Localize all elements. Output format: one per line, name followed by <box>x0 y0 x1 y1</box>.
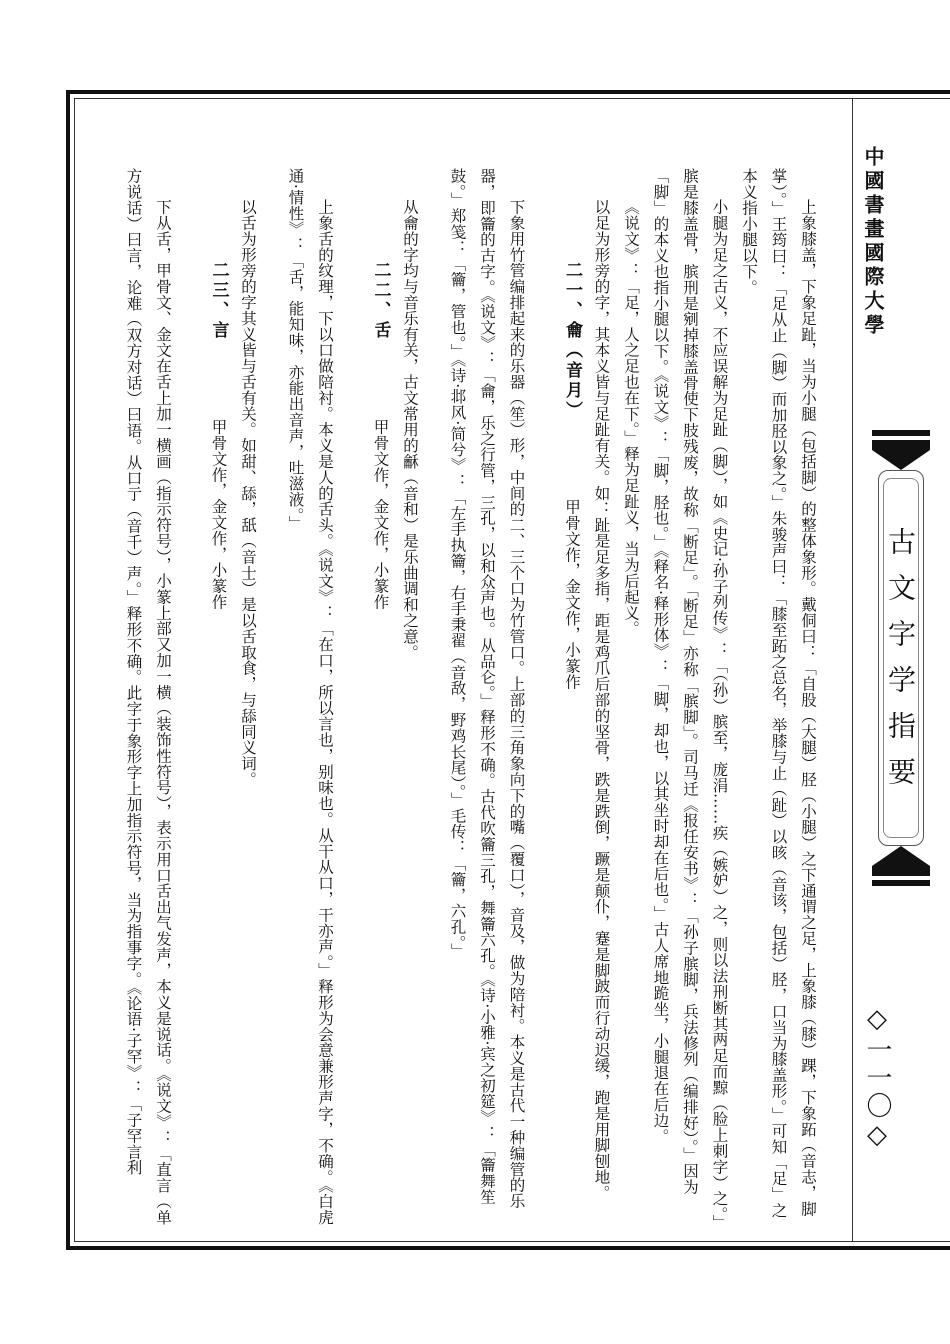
paragraph: 小腿为足之古义，不应误解为足趾（脚），如《史记·孙子列传》：「（孙）膑至，庞涓……疾（嫉妒）之，则以法刑断其两足而黥（脸上刺字）之。」膑是膝盖骨，膑刑是剜掉膝盖骨使下肢残废，故称「断足」。「断足」亦称「膑脚」。司马迁《报任安书》：「孙子膑脚，兵法修列（编排好）。」因为「脚」的本义也指小腿以下。《说文》：「脚，胫也。」《释名·释形体》：「脚，却也，以其坐时却在后也。」古人席地跪坐，小腿退在后边。 <box>651 168 729 1223</box>
paragraph: 《说文》：「足，人之足也在下。」释为足趾义，当为后起义。 <box>622 199 640 637</box>
paragraph: 以足为形旁的字，其本义皆与足趾有关。如：趾是足多指，距是鸡爪后部的坚骨，跌是跌倒，蹶是颠仆，蹇是脚跛而行动迟缓，跑是用脚刨地。 <box>592 199 611 1201</box>
banner-bottom-ornament <box>872 846 930 886</box>
section-heading-21 <box>557 168 587 1228</box>
character-forms: 甲骨文作，金文作，小篆作 <box>371 418 390 610</box>
character-forms: 甲骨文作，金文作，小篆作 <box>209 418 228 610</box>
section-heading-23 <box>203 168 233 1228</box>
section-heading-22 <box>365 168 395 1228</box>
paragraph: 上象膝盖，下象足趾，当为小腿（包括脚）的整体象形。戴侗曰：「自股（大腿）胫（小腿）之下通谓之足，上象膝（膝）踝，下象跖（音志，脚掌）。」王筠曰：「足从止（脚）而加胫以象之。」朱骏声曰：「膝至跖之总名，举膝与止（趾）以晐（音该，包括）胫，口当为膝盖形。」可知「足」之本义指小腿以下。 <box>740 168 817 1219</box>
paragraph: 从龠的字均与音乐有关，古文常用的龢（音和）是乐曲调和之意。 <box>401 199 419 661</box>
paragraph: 下象用竹管编排起来的乐器（笙）形，中间的二、三个口为竹管口。上部的三角象向下的嘴（覆口），音及，做为陪衬。本义是古代一种编管的乐器，即籥的古字。《说文》：「龠，乐之行管，三孔，以和众声也。从品仑。」释形不确。古代吹籥三孔，舞籥六孔。《诗·小雅·宾之初筵》：「籥舞笙鼓。」郑笺：「籥，管也。」《诗·邶风·简兮》：「左手执籥，右手秉翟（音敌，野鸡长尾）。」毛传：「籥，六孔。」 <box>448 168 526 1209</box>
section-title: 二二、舌 <box>370 261 391 341</box>
sidebar-divider <box>852 98 853 1242</box>
page-number: ◇一一〇◇ <box>862 1004 892 1152</box>
section-title: 二一、龠（音月） <box>562 261 582 421</box>
paragraph: 上象舌的纹理，下以口做陪衬。本义是人的舌头。《说文》：「在口，所以言也，别味也。从干从口，干亦声。」释形为会意兼形声字，不确。《白虎通·情性》：「舌，能知味，亦能出音声，吐滋液。」 <box>286 168 334 1226</box>
book-title: 古文字学指要 <box>884 527 917 803</box>
character-forms: 甲骨文作，金文作，小篆作 <box>563 498 581 690</box>
banner-top-ornament <box>872 430 930 470</box>
paragraph: 下从舌，甲骨文、金文在舌上加一横画（指示符号），小篆上部又加一横（装饰性符号），表示用口舌出气发声，本义是说话。《说文》：「直言（单方说话）曰言，论难（双方对话）曰语。从口亍（音千）声。」释形不确。此字于象形字上加指示符号，当为指事字。《论语·子罕》：「子罕言利 <box>124 168 172 1226</box>
section-title: 二三、言 <box>208 261 229 341</box>
university-name: 中國書畫國際大學 <box>861 146 885 338</box>
main-text <box>106 168 822 1228</box>
paragraph: 以舌为形旁的字其义皆与舌有关。如甜、舔，舐（音士）是以舌取食，与舔同义词。 <box>239 199 257 788</box>
